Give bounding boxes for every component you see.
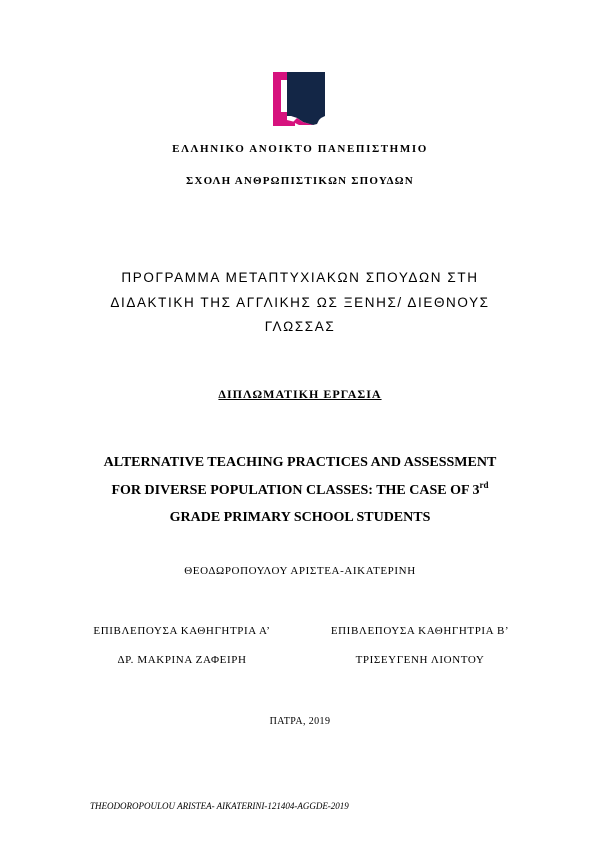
thesis-title-text: FOR DIVERSE POPULATION CLASSES: THE CASE OF 3: [111, 482, 480, 498]
thesis-title: [0, 449, 600, 532]
supervisor-b-name: ΤΡΙΣΕΥΓΕΝΗ ΛΙΟΝΤΟΥ: [355, 654, 485, 666]
supervisor-b-role: ΕΠΙΒΛΕΠΟΥΣΑ ΚΑΘΗΓΗΤΡΙΑ Β’: [330, 625, 510, 637]
school-name: ΣΧΟΛΗ ΑΝΘΡΩΠΙΣΤΙΚΩΝ ΣΠΟΥΔΩΝ: [186, 175, 414, 187]
program-title-line: ΠΡΟΓΡΑΜΜΑ ΜΕΤΑΠΤΥΧΙΑΚΩΝ ΣΠΟΥΔΩΝ ΣΤΗ: [121, 270, 479, 285]
thesis-title-line: GRADE PRIMARY SCHOOL STUDENTS: [169, 510, 431, 525]
place-date: ΠΑΤΡΑ, 2019: [269, 716, 331, 727]
university-logo: [273, 72, 327, 126]
thesis-type: ΔΙΠΛΩΜΑΤΙΚΗ ΕΡΓΑΣΙΑ: [218, 387, 382, 401]
supervisor-a-role: ΕΠΙΒΛΕΠΟΥΣΑ ΚΑΘΗΓΗΤΡΙΑ Α’: [93, 625, 271, 637]
program-title: [0, 266, 600, 340]
page-footer: THEODOROPOULOU ARISTEA- AIKATERINI-121404-AGGDE-2019: [90, 801, 349, 811]
program-title-line: ΔΙΔΑΚΤΙΚΗ ΤΗΣ ΑΓΓΛΙΚΗΣ ΩΣ ΞΕΝΗΣ/ ΔΙΕΘΝΟΥΣ: [110, 294, 490, 310]
university-name: ΕΛΛΗΝΙΚΟ ΑΝΟΙΚΤΟ ΠΑΝΕΠΙΣΤΗΜΙΟ: [172, 143, 428, 155]
thesis-title-line: [0, 477, 600, 505]
ordinal-superscript: rd: [479, 479, 489, 490]
author-name: ΘΕΟΔΩΡΟΠΟΥΛΟΥ ΑΡΙΣΤΕΑ-ΑΙΚΑΤΕΡΙΝΗ: [184, 565, 416, 577]
thesis-title-line: ALTERNATIVE TEACHING PRACTICES AND ASSESSMENT: [103, 455, 497, 470]
university-logo-mark: [273, 72, 327, 126]
supervisor-a-name: ΔΡ. ΜΑΚΡΙΝΑ ΖΑΦΕΙΡΗ: [117, 654, 247, 666]
program-title-line: ΓΛΩΣΣΑΣ: [264, 319, 336, 334]
